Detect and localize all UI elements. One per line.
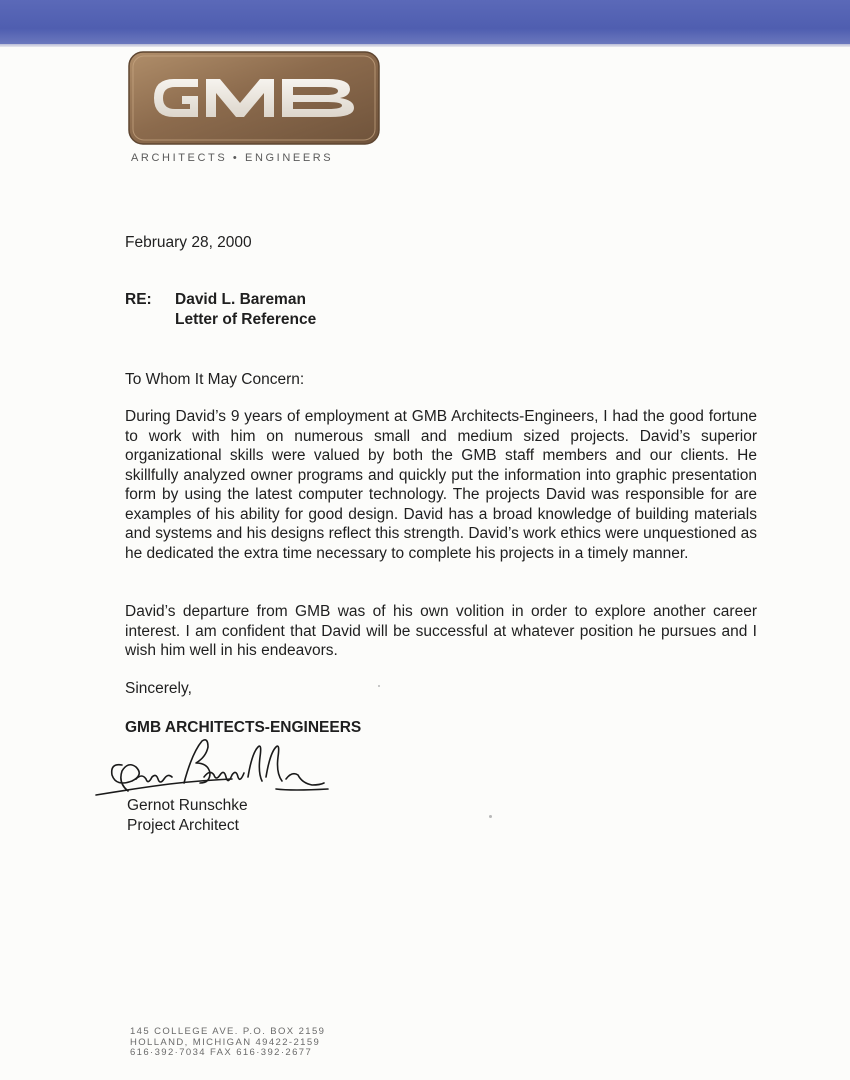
body-paragraph-1: During David’s 9 years of employment at GMB Architects-Engineers, I had the good fortune to work with him on numerous small and medium sized projects. David’s superior organizational skills were valued by both the GMB staff members and our clients. He skillfully analyzed owner programs and quickly put the information into graphic presentation form by using the latest computer technology. The projects David was responsible for are examples of his ability for good design. David has a broad knowledge of building materials and systems and his designs reflect this strength. David’s work ethics were unquestioned as he dedicated the extra time necessary to complete his projects in a timely manner. xyxy=(125,408,757,562)
salutation: To Whom It May Concern: xyxy=(125,371,305,388)
signer-title: Project Architect xyxy=(127,817,239,834)
closing: Sincerely, xyxy=(125,680,192,697)
gmb-logo xyxy=(128,51,380,145)
letterhead-tagline: ARCHITECTS • ENGINEERS xyxy=(131,152,334,164)
paper-speck xyxy=(378,685,380,687)
company-name: GMB ARCHITECTS-ENGINEERS xyxy=(125,719,362,736)
re-subject: Letter of Reference xyxy=(175,311,317,328)
body-paragraph-2: David’s departure from GMB was of his own volition in order to explore another career interest. I am confident that David will be successful at whatever position he pursues and I wish him well in his endeavors. xyxy=(125,603,757,659)
letterhead-band-edge xyxy=(0,44,850,47)
footer-city-line: HOLLAND, MICHIGAN 49422-2159 xyxy=(130,1036,321,1048)
footer-phone-line: 616·392·7034 FAX 616·392·2677 xyxy=(130,1047,313,1058)
letterhead-footer-address xyxy=(130,1027,325,1059)
re-name: David L. Bareman xyxy=(175,291,306,308)
letter-date: February 28, 2000 xyxy=(125,234,252,251)
footer-address-line: 145 COLLEGE AVE. P.O. BOX 2159 xyxy=(130,1026,326,1037)
paper-speck xyxy=(489,815,492,818)
letterhead-color-band xyxy=(0,0,850,44)
signer-name: Gernot Runschke xyxy=(127,797,248,814)
re-label: RE: xyxy=(125,291,152,308)
